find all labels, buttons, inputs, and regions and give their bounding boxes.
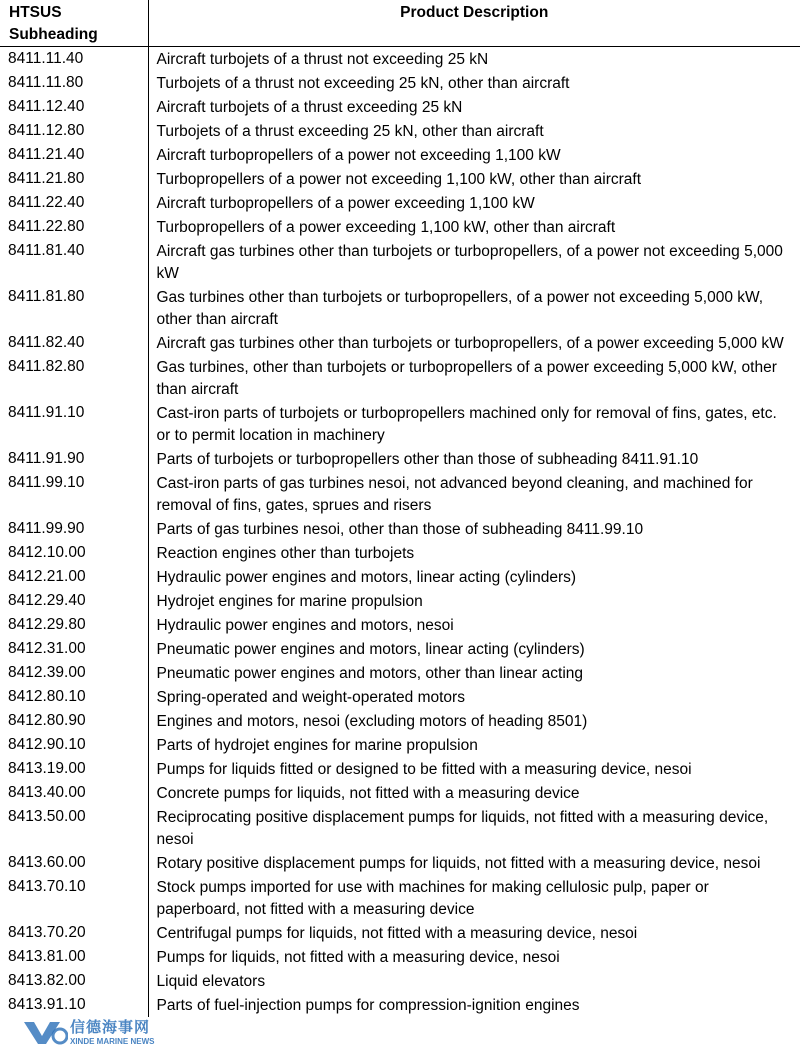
table-row — [0, 613, 800, 637]
table-row — [0, 993, 800, 1017]
watermark-en: XINDE MARINE NEWS — [70, 1037, 155, 1046]
product-description: Concrete pumps for liquids, not fitted with a measuring device — [156, 785, 580, 802]
watermark-cn: 信德海事网 — [70, 1018, 151, 1036]
table-row — [0, 471, 800, 517]
table-row — [0, 541, 800, 565]
table-row — [0, 589, 800, 613]
table-row — [0, 851, 800, 875]
table-row — [0, 875, 800, 921]
product-description: Aircraft gas turbines other than turbojets or turbopropellers, of a power not exceeding 5,000 kW — [156, 243, 783, 282]
header-subheading: HTSUS Subheading — [0, 0, 148, 47]
product-description: Spring-operated and weight-operated motors — [156, 689, 465, 706]
product-description: Aircraft turbojets of a thrust exceeding 25 kN — [156, 99, 463, 116]
subheading-code: 8411.99.90 — [0, 517, 148, 541]
subheading-code: 8412.80.90 — [0, 709, 148, 733]
subheading-code: 8412.29.80 — [0, 613, 148, 637]
subheading-code: 8413.82.00 — [0, 969, 148, 993]
subheading-code: 8412.10.00 — [0, 541, 148, 565]
table-row — [0, 517, 800, 541]
table-header-row — [0, 0, 800, 47]
xinde-logo-icon — [22, 1018, 68, 1048]
subheading-code: 8413.40.00 — [0, 781, 148, 805]
product-description: Aircraft turbopropellers of a power not exceeding 1,100 kW — [156, 147, 561, 164]
header-product-description: Product Description — [148, 0, 800, 47]
subheading-code: 8411.12.40 — [0, 95, 148, 119]
table-row — [0, 285, 800, 331]
subheading-code: 8413.70.20 — [0, 921, 148, 945]
subheading-code: 8411.11.40 — [0, 47, 148, 72]
product-description: Pumps for liquids fitted or designed to be fitted with a measuring device, nesoi — [156, 761, 692, 778]
product-description: Hydrojet engines for marine propulsion — [156, 593, 423, 610]
subheading-code: 8411.22.80 — [0, 215, 148, 239]
product-description: Engines and motors, nesoi (excluding motors of heading 8501) — [156, 713, 588, 730]
product-description: Hydraulic power engines and motors, linear acting (cylinders) — [156, 569, 577, 586]
subheading-code: 8412.31.00 — [0, 637, 148, 661]
table-row — [0, 215, 800, 239]
product-description: Turbojets of a thrust exceeding 25 kN, other than aircraft — [156, 123, 544, 140]
product-description: Gas turbines other than turbojets or turbopropellers, of a power not exceeding 5,000 kW, other than aircraft — [156, 289, 764, 328]
subheading-code: 8413.60.00 — [0, 851, 148, 875]
subheading-code: 8411.81.80 — [0, 285, 148, 331]
subheading-code: 8413.50.00 — [0, 805, 148, 851]
product-description: Pneumatic power engines and motors, linear acting (cylinders) — [156, 641, 585, 658]
table-row — [0, 191, 800, 215]
table-row — [0, 95, 800, 119]
subheading-code: 8413.81.00 — [0, 945, 148, 969]
product-description: Gas turbines, other than turbojets or turbopropellers of a power exceeding 5,000 kW, other than aircraft — [156, 359, 777, 398]
product-description: Cast-iron parts of gas turbines nesoi, not advanced beyond cleaning, and machined for removal of fins, gates, sprues and risers — [156, 475, 753, 514]
subheading-code: 8411.82.40 — [0, 331, 148, 355]
product-description: Centrifugal pumps for liquids, not fitted with a measuring device, nesoi — [156, 925, 638, 942]
product-description: Reaction engines other than turbojets — [156, 545, 415, 562]
product-description: Hydraulic power engines and motors, nesoi — [156, 617, 454, 634]
product-description: Aircraft gas turbines other than turbojets or turbopropellers, of a power exceeding 5,000 kW — [156, 335, 784, 352]
subheading-code: 8411.91.10 — [0, 401, 148, 447]
table-row — [0, 355, 800, 401]
subheading-code: 8411.99.10 — [0, 471, 148, 517]
table-row — [0, 167, 800, 191]
product-description: Turbojets of a thrust not exceeding 25 kN, other than aircraft — [156, 75, 570, 92]
table-row — [0, 331, 800, 355]
product-description: Reciprocating positive displacement pumps for liquids, not fitted with a measuring device, nesoi — [156, 809, 769, 848]
table-row — [0, 685, 800, 709]
table-row — [0, 637, 800, 661]
subheading-code: 8412.90.10 — [0, 733, 148, 757]
product-description: Aircraft turbojets of a thrust not exceeding 25 kN — [156, 51, 489, 68]
subheading-code: 8411.82.80 — [0, 355, 148, 401]
table-row — [0, 661, 800, 685]
subheading-code: 8412.39.00 — [0, 661, 148, 685]
product-description: Cast-iron parts of turbojets or turbopropellers machined only for removal of fins, gates, etc. or to permit location in machinery — [156, 405, 777, 444]
product-description: Aircraft turbopropellers of a power exceeding 1,100 kW — [156, 195, 535, 212]
subheading-code: 8412.80.10 — [0, 685, 148, 709]
table-row — [0, 71, 800, 95]
table-row — [0, 565, 800, 589]
subheading-code: 8411.91.90 — [0, 447, 148, 471]
product-description: Stock pumps imported for use with machines for making cellulosic pulp, paper or paperboard, not fitted with a measuring device — [156, 879, 709, 918]
subheading-code: 8411.21.80 — [0, 167, 148, 191]
product-description: Pumps for liquids, not fitted with a measuring device, nesoi — [156, 949, 560, 966]
subheading-code: 8413.70.10 — [0, 875, 148, 921]
table-row — [0, 945, 800, 969]
product-description: Parts of turbojets or turbopropellers other than those of subheading 8411.91.10 — [156, 451, 699, 468]
subheading-code: 8413.91.10 — [0, 993, 148, 1017]
table-row — [0, 143, 800, 167]
product-description: Turbopropellers of a power exceeding 1,100 kW, other than aircraft — [156, 219, 616, 236]
subheading-code: 8412.29.40 — [0, 589, 148, 613]
product-description: Pneumatic power engines and motors, other than linear acting — [156, 665, 583, 682]
subheading-code: 8411.22.40 — [0, 191, 148, 215]
table-row — [0, 709, 800, 733]
product-description: Parts of fuel-injection pumps for compression-ignition engines — [156, 997, 580, 1014]
subheading-code: 8411.81.40 — [0, 239, 148, 285]
table-row — [0, 47, 800, 72]
product-description: Liquid elevators — [156, 973, 266, 990]
product-description: Parts of hydrojet engines for marine propulsion — [156, 737, 478, 754]
product-description: Parts of gas turbines nesoi, other than those of subheading 8411.99.10 — [156, 521, 644, 538]
table-row — [0, 401, 800, 447]
table-row — [0, 921, 800, 945]
table-row — [0, 239, 800, 285]
table-row — [0, 447, 800, 471]
subheading-code: 8412.21.00 — [0, 565, 148, 589]
table-body — [0, 47, 800, 1018]
subheading-code: 8411.21.40 — [0, 143, 148, 167]
subheading-code: 8413.19.00 — [0, 757, 148, 781]
table-row — [0, 119, 800, 143]
watermark — [22, 1016, 162, 1057]
table-row — [0, 969, 800, 993]
table-row — [0, 733, 800, 757]
subheading-code: 8411.12.80 — [0, 119, 148, 143]
table-row — [0, 805, 800, 851]
table-row — [0, 781, 800, 805]
product-description: Turbopropellers of a power not exceeding 1,100 kW, other than aircraft — [156, 171, 642, 188]
table-row — [0, 757, 800, 781]
subheading-code: 8411.11.80 — [0, 71, 148, 95]
product-description: Rotary positive displacement pumps for liquids, not fitted with a measuring device, nesoi — [156, 855, 761, 872]
